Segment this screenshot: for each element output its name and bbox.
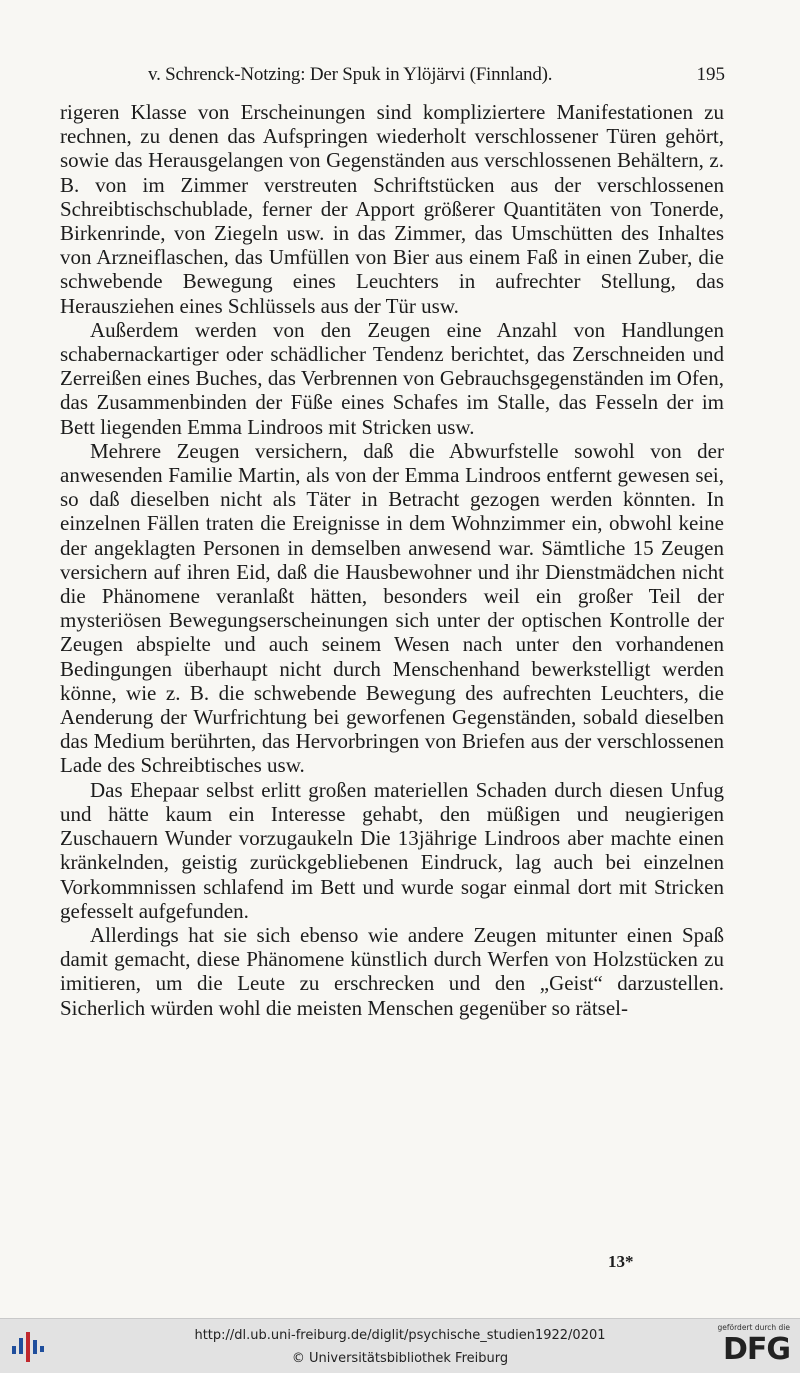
copyright-notice: © Universitätsbibliothek Freiburg bbox=[291, 1351, 509, 1366]
body-text bbox=[60, 100, 724, 1020]
running-head bbox=[148, 64, 725, 92]
funder-logo[interactable] bbox=[710, 1323, 790, 1369]
paragraph-3: Mehrere Zeugen versichern, daß die Abwurfstelle sowohl von der anwesenden Familie Martin, als von der Emma Lindroos entfernt gewesen sei, so daß dieselben nicht als Täter in Betracht gezogen werden könnten. In einzelnen Fällen traten die Ereignisse in dem Wohnzimmer ein, obwohl keine der angeklagten Personen in demselben anwesend war. Sämtliche 15 Zeugen versichern auf ihren Eid, daß die Hausbewohner und ihr Dienstmädchen nicht die Phänomene veranlaßt hätten, besonders weil ein großer Teil der mysteriösen Bewegungserscheinungen sich unter der optischen Kontrolle der Zeugen abspielte und auch seinem Wesen nach unter den vorhandenen Bedingungen überhaupt nicht durch Menschenhand bewerkstelligt werden könne, wie z. B. die schwebende Bewegung des aufrechten Leuchters, die Aenderung der Wurfrichtung bei geworfenen Gegenständen, sobald dieselben das Medium berührten, das Hervorbringen von Briefen aus der verschlossenen Lade des Schreibtisches usw. bbox=[60, 438, 724, 778]
funder-caption: gefördert durch die bbox=[717, 1323, 790, 1332]
page-number: 195 bbox=[696, 64, 725, 85]
signature-mark: 13* bbox=[608, 1252, 634, 1271]
document-url[interactable]: http://dl.ub.uni-freiburg.de/diglit/psychische_studien1922/0201 bbox=[194, 1328, 606, 1343]
paragraph-4: Das Ehepaar selbst erlitt großen materiellen Schaden durch diesen Unfug und hätte kaum ein Interesse gehabt, den müßigen und neugierigen Zuschauern Wunder vorzugaukeln Die 13jährige Lindroos aber machte einen kränkelnden, geistig zurückgebliebenen Eindruck, lag auch bei einzelnen Vorkommnissen schlafend im Bett und wurde sogar einmal dort mit Stricken gefesselt aufgefunden. bbox=[60, 777, 724, 923]
viewer-footer bbox=[0, 1318, 800, 1373]
paragraph-1: rigeren Klasse von Erscheinungen sind kompliziertere Manifestationen zu rechnen, zu denen das Aufspringen wiederholt verschlossener Türen gehört, sowie das Herausgelangen von Gegenständen aus verschlossenen Behältern, z. B. von im Zimmer verstreuten Schriftstücken aus der verschlossenen Schreibtischschublade, ferner der Apport größerer Quantitäten von Tonerde, Birkenrinde, von Ziegeln usw. in das Zimmer, das Umschütten des Inhaltes von Arzneiflaschen, das Umfüllen von Bier aus einem Faß in einen Zuber, die schwebende Bewegung eines Leuchters in aufrechter Stellung, das Herausziehen eines Schlüssels aus der Tür usw. bbox=[60, 100, 724, 318]
running-title: v. Schrenck-Notzing: Der Spuk in Ylöjärvi (Finnland). bbox=[148, 64, 553, 85]
paragraph-5: Allerdings hat sie sich ebenso wie andere Zeugen mitunter einen Spaß damit gemacht, diese Phänomene künstlich durch Werfen von Holzstücken zu imitieren, um die Leute zu erschrecken und den „Geist“ darzustellen. Sicherlich würden wohl die meisten Menschen gegenüber so rätsel- bbox=[60, 922, 724, 1020]
dfg-logo-icon: DFG bbox=[722, 1332, 790, 1367]
paragraph-2: Außerdem werden von den Zeugen eine Anzahl von Handlungen schabernackartiger oder schädlicher Tendenz berichtet, das Zerschneiden und Zerreißen eines Buches, das Verbrennen von Gebrauchsgegenständen im Ofen, das Zusammenbinden der Füße eines Schafes im Stalle, das Fesseln der im Bett liegenden Emma Lindroos mit Stricken usw. bbox=[60, 317, 724, 439]
